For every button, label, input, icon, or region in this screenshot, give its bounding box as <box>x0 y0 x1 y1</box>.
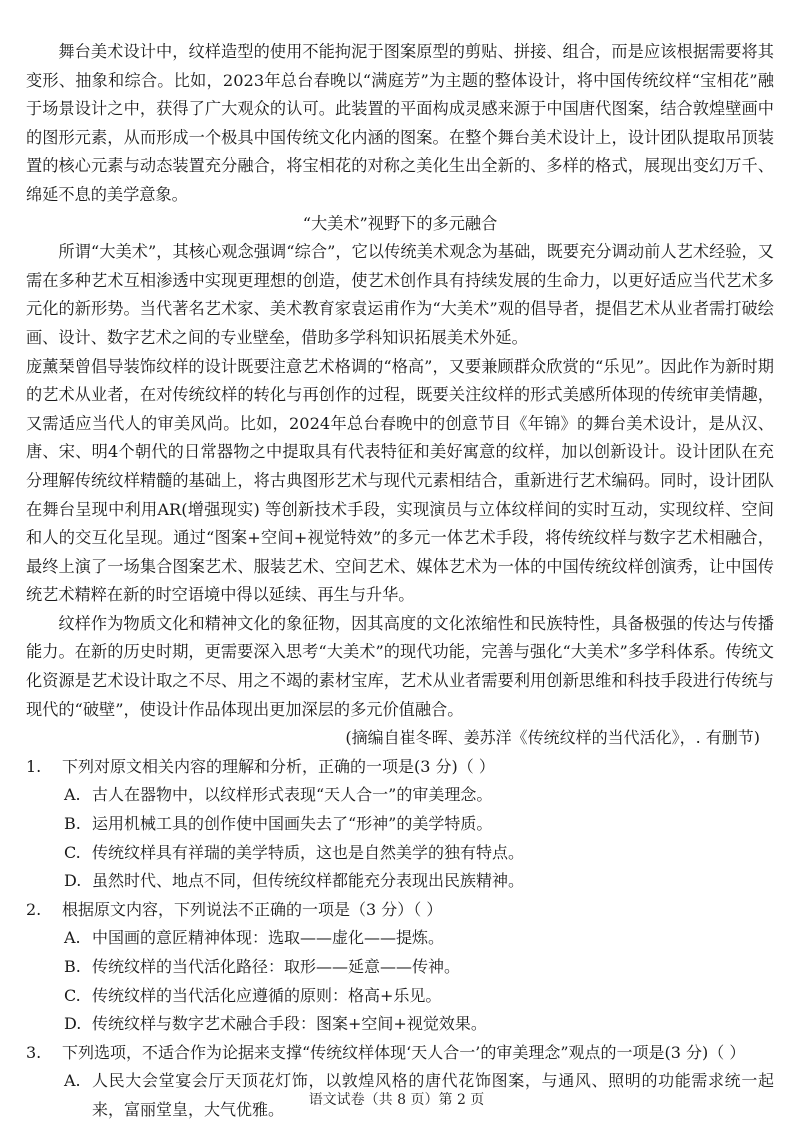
page-footer: 语文试卷（共 8 页）第 2 页 <box>308 1092 485 1108</box>
option-label: A. <box>64 785 81 805</box>
option-text: 传统纹样的当代活化应遵循的原则：格高+乐见。 <box>92 985 442 1005</box>
option-text: 传统纹样具有祥瑞的美学特质，这也是自然美学的独有特点。 <box>92 842 525 862</box>
option-b <box>26 810 774 839</box>
passage-paragraph-4: 纹样作为物质文化和精神文化的象征物，因其高度的文化浓缩性和民族特性，具备极强的传达与传播能力。在新的历史时期，更需要深入思考“大美术”的现代功能，完善与强化“大美术”多学科体系。传统文化资源是艺术设计取之不尽、用之不竭的素材宝库，艺术从业者需要利用创新思维和科技手段进行传统与现代的“破壁”，使设计作品体现出更加深层的多元价值融合。 <box>26 613 774 719</box>
option-label: B. <box>64 957 81 976</box>
option-label: D. <box>64 1014 82 1034</box>
option-d <box>26 867 774 896</box>
option-label: D. <box>64 871 82 891</box>
passage-paragraph-2: 所谓“大美术”，其核心观念强调“综合”，它以传统美术观念为基础，既要充分调动前人艺术经验，又需在多种艺术互相渗透中实现更理想的创造，使艺术创作具有持续发展的生命力，以更好适应当代艺术多元化的新形势。当代著名艺术家、美术教育家袁运甫作为“大美术”观的倡导者，提倡艺术从业者需打破绘画、设计、数字艺术之间的专业壁垒，借助多学科知识拓展美术外延。 <box>26 242 774 347</box>
option-d <box>26 1010 774 1039</box>
question-2 <box>26 896 774 1039</box>
option-label: B. <box>64 814 81 834</box>
question-3 <box>26 1039 774 1125</box>
option-text: 古人在器物中，以纹样形式表现“天人合一”的审美理念。 <box>92 785 493 805</box>
option-text: 人民大会堂宴会厅天顶花灯饰，以敦煌风格的唐代花饰图案，与通风、照明的功能需求统一起来，富丽堂皇，大气优雅。 <box>92 1071 774 1119</box>
option-label: C. <box>64 842 81 862</box>
option-c <box>26 839 774 868</box>
option-b <box>26 953 774 982</box>
passage-paragraph-1: 舞台美术设计中，纹样造型的使用不能拘泥于图案原型的剪贴、拼接、组合，而是应该根据需要将其变形、抽象和综合。比如，2023年总台春晚以“满庭芳”为主题的整体设计，将中国传统纹样“宝相花”融于场景设计之中，获得了广大观众的认可。此装置的平面构成灵感来源于中国唐代图案，结合敦煌壁画中的图形元素，从而形成一个极具中国传统文化内涵的图案。在整个舞台美术设计上，设计团队提取吊顶装置的核心元素与动态装置充分融合，将宝相花的对称之美化生出全新的、多样的格式，展现出变幻万千、绵延不息的美学意象。 <box>26 42 774 204</box>
option-text: 传统纹样的当代活化路径：取形——延意——传神。 <box>92 957 461 976</box>
passage-paragraph-3: 庞薰琹曾倡导装饰纹样的设计既要注意艺术格调的“格高”，又要兼顾群众欣赏的“乐见”。因此作为新时期的艺术从业者，在对传统纹样的转化与再创作的过程，既要关注纹样的形式美感所体现的传统审美情趣，又需适应当代人的审美风尚。比如，2024年总台春晚中的创意节目《年锦》的舞台美术设计，是从汉、唐、宋、明4个朝代的日常器物之中提取具有代表特征和美好寓意的纹样，加以创新设计。设计团队在充分理解传统纹样精髓的基础上，将古典图形艺术与现代元素相结合，重新进行艺术编码。同时，设计团队在舞台呈现中利用AR(增强现实) 等创新技术手段，实现演员与立体纹样间的实时互动，实现纹样、空间和人的交互化呈现。通过“图案+空间+视觉特效”的多元一体艺术手段，将传统纹样与数字艺术相融合，最终上演了一场集合图案艺术、服装艺术、空间艺术、媒体艺术为一体的中国传统纹样创演秀，让中国传统艺术精粹在新的时空语境中得以延续、再生与升华。 <box>26 356 774 605</box>
question-stem: 下列选项，不适合作为论据来支撑“传统纹样体现‘天人合一’的审美理念”观点的一项是(3 分)（ ） <box>62 1042 746 1062</box>
source-citation: (摘编自崔冬晖、姜苏洋《传统纹样的当代活化》，. 有删节) <box>345 728 760 748</box>
option-text: 中国画的意匠精神体现：选取——虚化——提炼。 <box>92 928 445 948</box>
question-stem: 根据原文内容，下列说法不正确的一项是（3 分）（ ） <box>62 899 443 919</box>
question-1 <box>26 753 774 896</box>
section-heading: “大美术”视野下的多元融合 <box>302 213 498 233</box>
question-number: 2. <box>26 899 42 919</box>
exam-page <box>26 38 774 1125</box>
question-stem: 下列对原文相关内容的理解和分析，正确的一项是(3 分)（ ） <box>62 756 495 776</box>
question-number: 1. <box>26 756 42 776</box>
option-text: 传统纹样与数字艺术融合手段：图案+空间+视觉效果。 <box>92 1014 487 1034</box>
option-label: C. <box>64 985 81 1005</box>
option-label: A. <box>64 928 81 948</box>
question-number: 3. <box>26 1042 42 1062</box>
option-text: 运用机械工具的创作使中国画失去了“形神”的美学特质。 <box>92 814 493 834</box>
option-c <box>26 982 774 1011</box>
option-label: A. <box>64 1071 81 1091</box>
option-a <box>26 924 774 953</box>
option-a <box>26 781 774 810</box>
option-text: 虽然时代、地点不同，但传统纹样都能充分表现出民族精神。 <box>92 871 525 891</box>
